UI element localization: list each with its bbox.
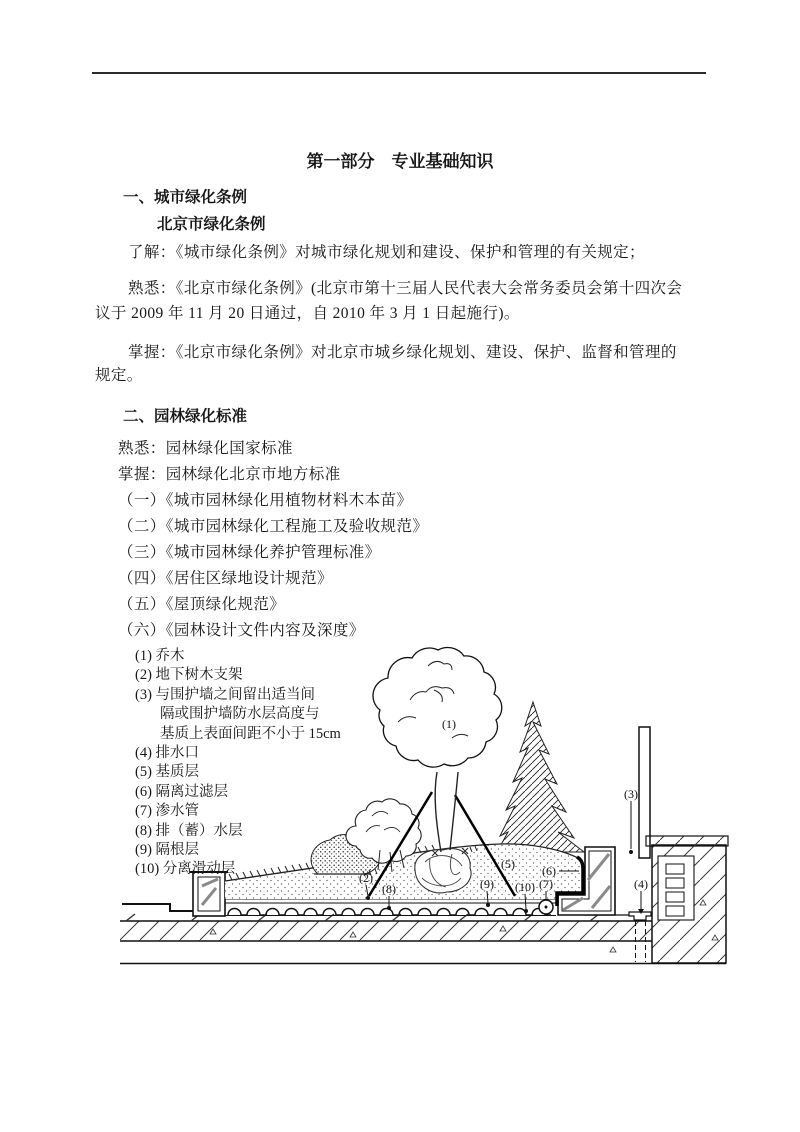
callout-6: (6) [542,864,556,878]
legend-item: (4) 排水口 [135,744,200,761]
callout-4: (4) [634,877,648,891]
legend-item: (1) 乔木 [135,648,185,664]
header-rule [92,72,706,74]
tree-trunk [435,772,458,852]
callout-2: (2) [359,871,373,885]
standards-list [118,436,428,644]
callout-10: (10) [515,880,535,894]
section-1-heading: 一、城市绿化条例 [123,189,248,206]
paragraph-master-line2: 规定。 [95,367,143,384]
tree-crown [373,648,502,768]
callout-3: (3) [624,787,638,801]
list-item: 掌握：园林绿化北京市地方标准 [118,466,341,483]
list-item: （五）《屋顶绿化规范》 [118,596,286,613]
paragraph-familiar-line2: 议于 2009 年 11 月 20 日通过，自 2010 年 3 月 1 日起施行)。 [95,305,520,322]
legend-item-cont: 基质上表面间距不小于 15cm [160,725,341,742]
conifer-tree [497,702,584,852]
page-title: 第一部分 专业基础知识 [306,152,494,171]
section-2-heading: 二、园林绿化标准 [123,408,248,425]
callout-1: (1) [442,717,456,731]
section-1-subheading: 北京市绿化条例 [157,216,266,233]
callout-9: (9) [480,877,494,891]
paragraph-familiar-line1: 熟悉：《北京市绿化条例》(北京市第十三届人民代表大会常务委员会第十四次会 [128,280,683,297]
root-ball [415,849,471,893]
list-item: （六）《园林设计文件内容及深度》 [118,622,365,639]
list-item: 熟悉：园林绿化国家标准 [118,440,293,457]
legend-item: (6) 隔离过滤层 [135,783,229,800]
callout-5: (5) [501,857,515,871]
list-item: （二）《城市园林绿化工程施工及验收规范》 [118,518,429,535]
paragraph-master-line1: 掌握：《北京市绿化条例》对北京市城乡绿化规划、建设、保护、监督和管理的 [128,344,677,361]
parapet [646,836,728,963]
legend-item: (3) 与围护墙之间留出适当间 [135,686,316,703]
legend-item: (7) 渗水管 [135,803,200,820]
legend-item: (8) 排（蓄）水层 [135,822,243,839]
list-item: （一）《城市园林绿化用植物材料木本苗》 [118,492,413,509]
paragraph-understand: 了解：《城市绿化条例》对城市绿化规划和建设、保护和管理的有关规定； [128,244,645,261]
roof-membrane-left [122,904,193,911]
legend-item: (10) 分离滑动层 [135,861,236,878]
figure-legend [135,647,341,880]
legend-item: (5) 基质层 [135,764,200,781]
seepage-pipe [539,900,553,914]
list-item: （三）《城市园林绿化养护管理标准》 [118,544,381,561]
callout-8: (8) [382,882,396,896]
list-item: （四）《居住区绿地设计规范》 [118,570,333,587]
legend-item: (9) 隔根层 [135,841,200,858]
legend-item-cont: 隔或围护墙防水层高度与 [160,706,320,723]
legend-item: (2) 地下树木支架 [135,667,243,684]
callout-7: (7) [539,877,553,891]
